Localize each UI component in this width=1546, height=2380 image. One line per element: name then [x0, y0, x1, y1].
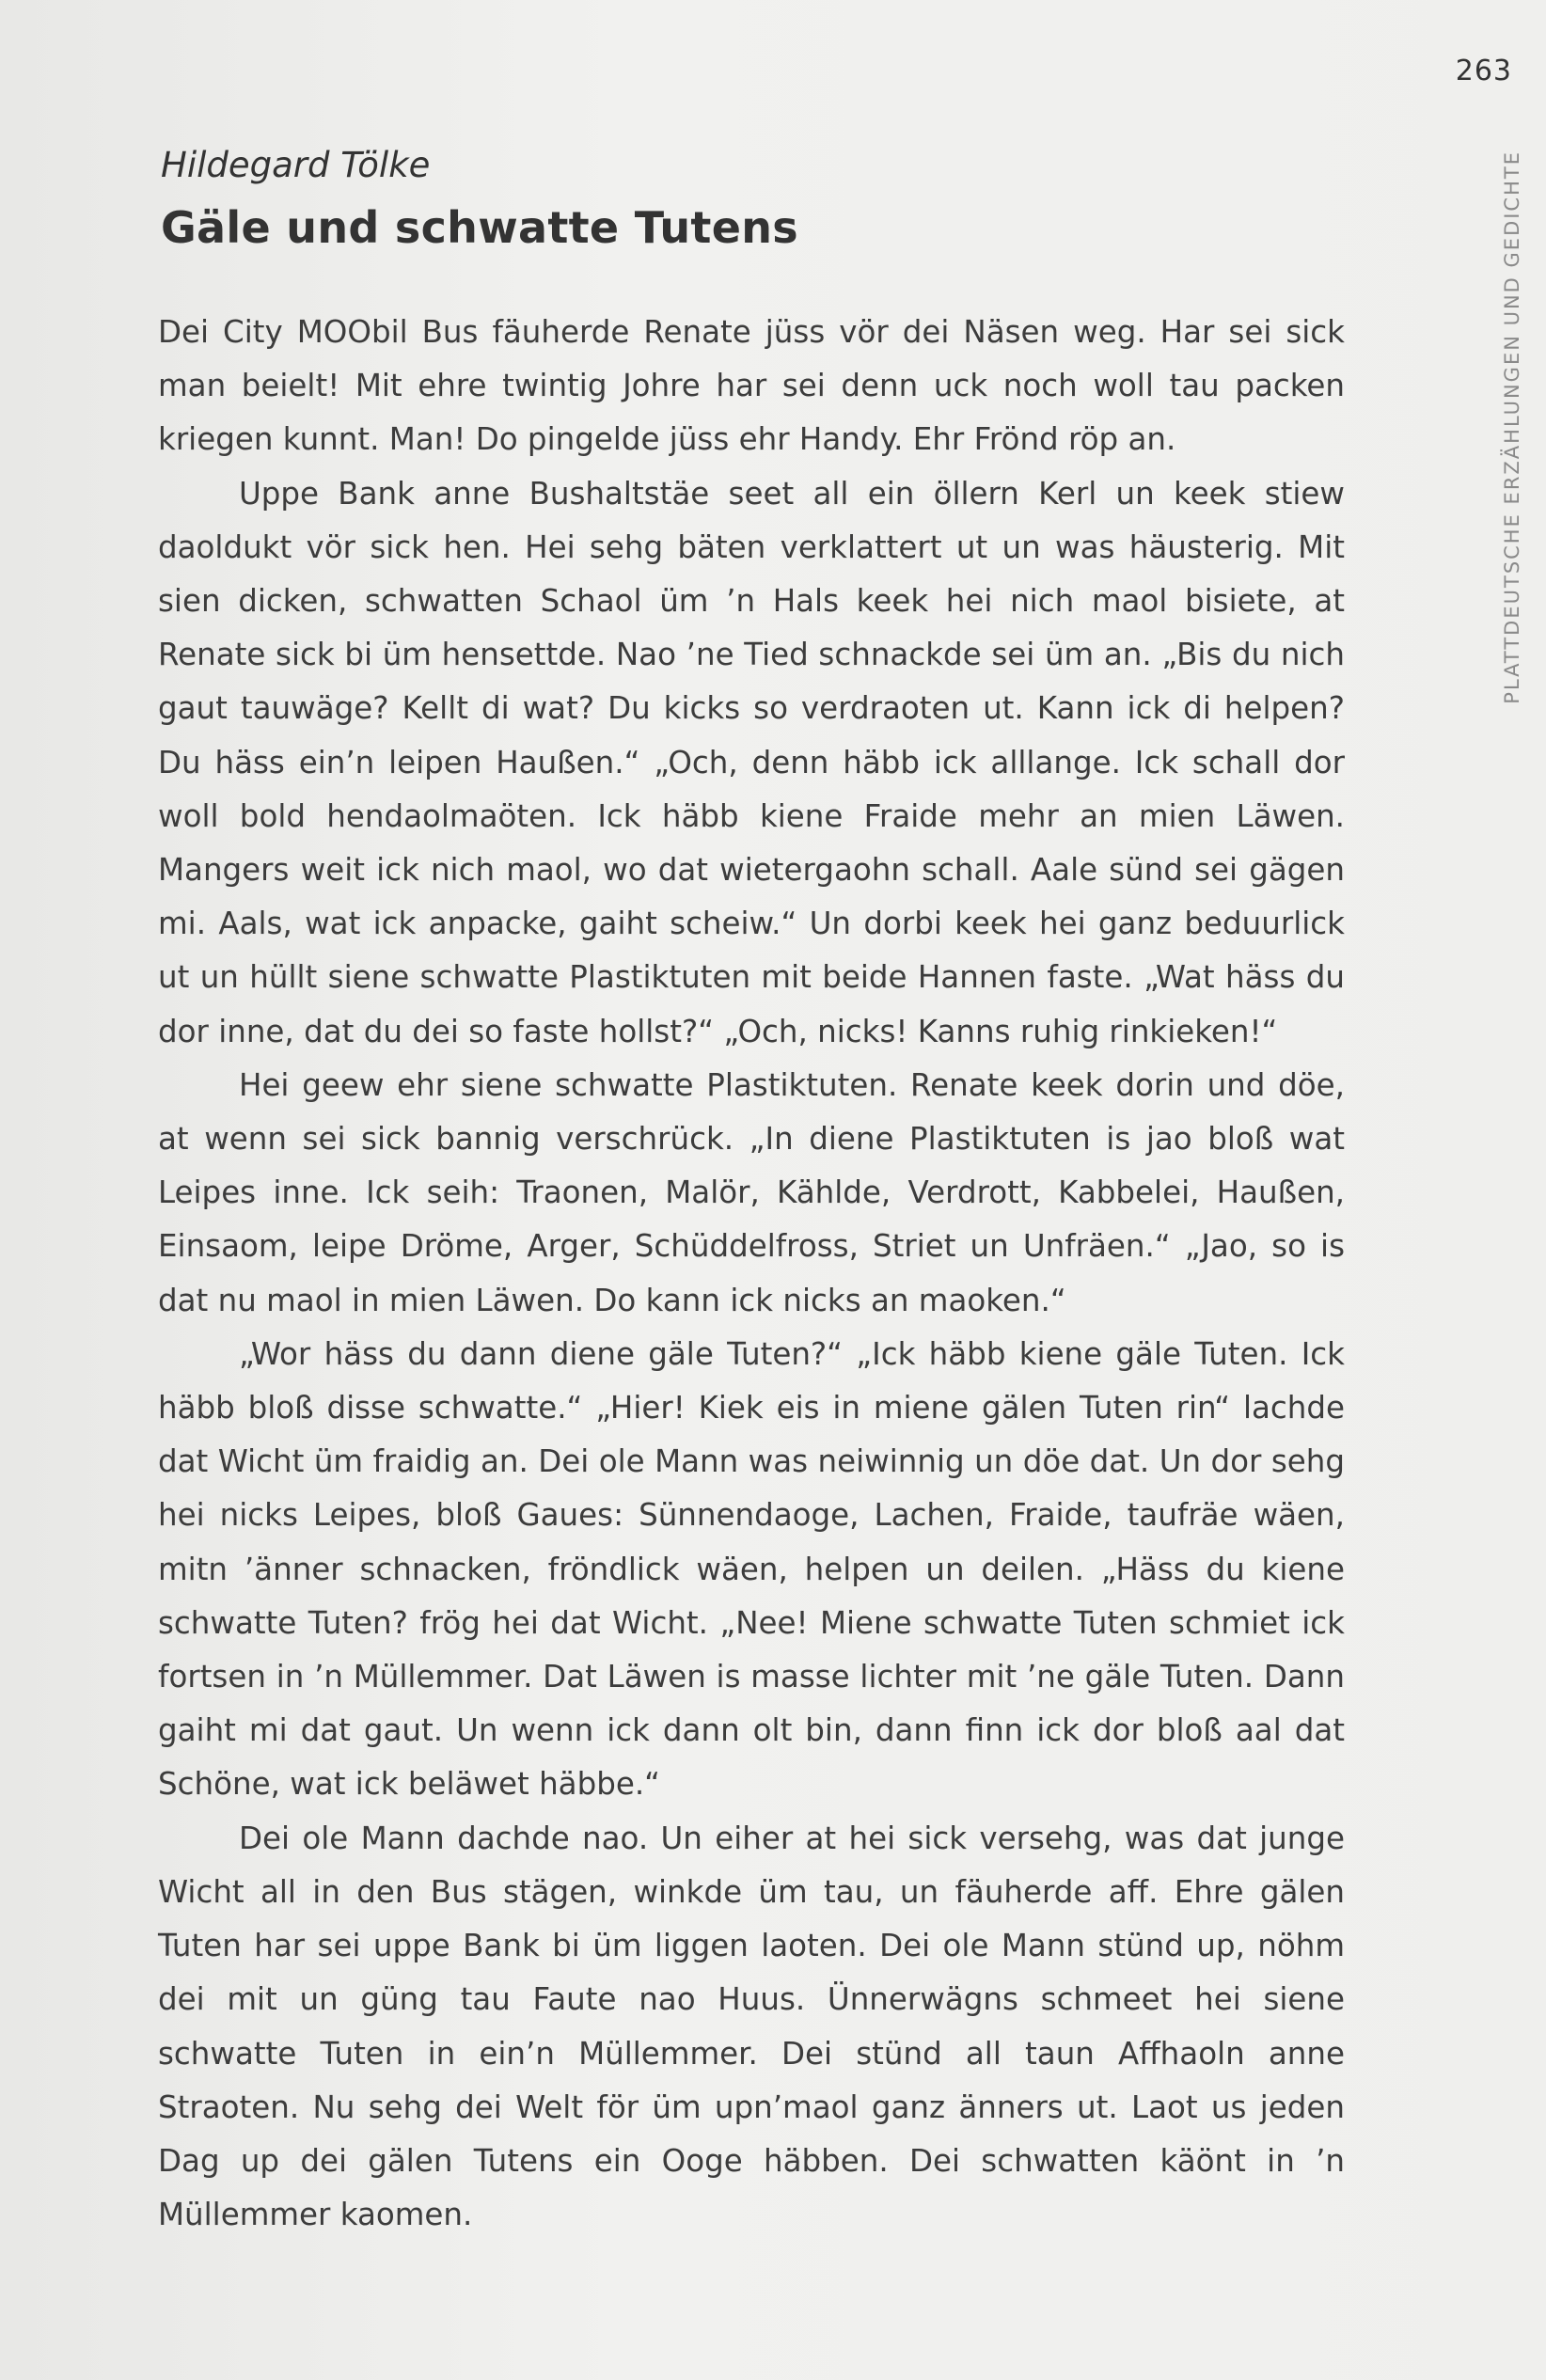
section-label: PLATTDEUTSCHE ERZÄHLUNGEN UND GEDICHTE [1501, 150, 1523, 704]
story-body [158, 306, 1345, 2242]
paragraph: Dei ole Mann dachde nao. Un eiher at hei sick versehg, was dat junge Wicht all in den Bus stägen, winkde üm tau, un fäuherde aff. Ehre gälen Tuten har sei uppe Bank bi üm liggen laoten. Dei ole Mann stünd up, nöhm dei mit un güng tau Faute nao Huus. Ünnerwägns schmeet hei siene schwatte Tuten in ein’n Müllemmer. Dei stünd all taun Affhaoln anne Straoten. Nu sehg dei Welt för üm upn’maol ganz änners ut. Laot us jeden Dag up dei gälen Tutens ein Ooge häbben. Dei schwatten käönt in ’n Müllemmer kaomen. [158, 1820, 1345, 2233]
paragraph: Hei geew ehr siene schwatte Plastiktuten. Renate keek dorin und döe, at wenn sei sick bannig verschrück. „In diene Plastiktuten is jao bloß wat Leipes inne. Ick seih: Traonen, Malör, Kählde, Verdrott, Kabbelei, Haußen, Einsaom, leipe Dröme, Arger, Schüddelfross, Striet un Unfräen.“ „Jao, so is dat nu maol in mien Läwen. Do kann ick nicks an maoken.“ [158, 1066, 1345, 1318]
author-name: Hildegard Tölke [161, 145, 431, 185]
story-title: Gäle und schwatte Tutens [161, 202, 798, 253]
page-number: 263 [1455, 55, 1512, 87]
paragraph: „Wor häss du dann diene gäle Tuten?“ „Ick häbb kiene gäle Tuten. Ick häbb bloß disse schwatte.“ „Hier! Kiek eis in miene gälen Tuten rin“ lachde dat Wicht üm fraidig an. Dei ole Mann was neiwinnig un döe dat. Un dor sehg hei nicks Leipes, bloß Gaues: Sünnendaoge, Lachen, Fraide, taufräe wäen, mitn ’änner schnacken, fröndlick wäen, helpen un deilen. „Häss du kiene schwatte Tuten? frög hei dat Wicht. „Nee! Miene schwatte Tuten schmiet ick fortsen in ’n Müllemmer. Dat Läwen is masse lichter mit ’ne gäle Tuten. Dann gaiht mi dat gaut. Un wenn ick dann olt bin, dann finn ick dor bloß aal dat Schöne, wat ick beläwet häbbe.“ [158, 1335, 1345, 1803]
paragraph: Uppe Bank anne Bushaltstäe seet all ein öllern Kerl un keek stiew daoldukt vör sick hen. Hei sehg bäten verklattert ut un was häusterig. Mit sien dicken, schwatten Schaol üm ’n Hals keek hei nich maol bisiete, at Renate sick bi üm hensettde. Nao ’ne Tied schnackde sei üm an. „Bis du nich gaut tauwäge? Kellt di wat? Du kicks so verdraoten ut. Kann ick di helpen? Du häss ein’n leipen Haußen.“ „Och, denn häbb ick alllange. Ick schall dor woll bold hendaolmaöten. Ick häbb kiene Fraide mehr an mien Läwen. Mangers weit ick nich maol, wo dat wietergaohn schall. Aale sünd sei gägen mi. Aals, wat ick anpacke, gaiht scheiw.“ Un dorbi keek hei ganz beduurlick ut un hüllt siene schwatte Plastiktuten mit beide Hannen faste. „Wat häss du dor inne, dat du dei so faste hollst?“ „Och, nicks! Kanns ruhig rinkieken!“ [158, 475, 1345, 1049]
paragraph: Dei City MOObil Bus fäuherde Renate jüss vör dei Näsen weg. Har sei sick man beielt! Mit ehre twintig Johre har sei denn uck noch woll tau packen kriegen kunnt. Man! Do pingelde jüss ehr Handy. Ehr Frönd röp an. [158, 314, 1345, 458]
